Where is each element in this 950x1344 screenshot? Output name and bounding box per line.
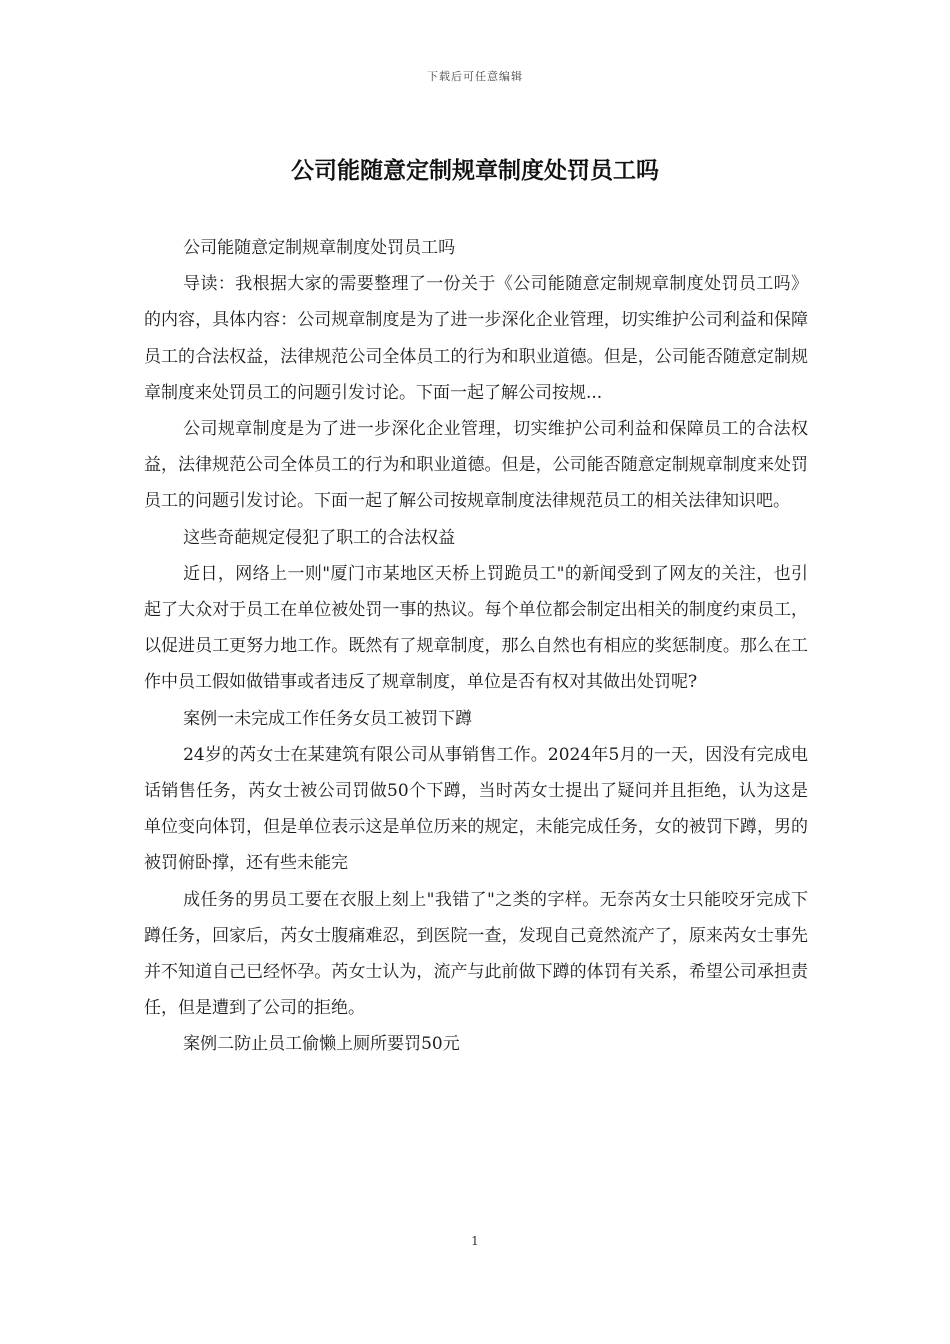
paragraph-intro: 导读：我根据大家的需要整理了一份关于《公司能随意定制规章制度处罚员工吗》的内容，具体内容：公司规章制度是为了进一步深化企业管理，切实维护公司利益和保障员工的合法权益，法律规范公司全体员工的行为和职业道德。但是，公司能否随意定制规章制度来处罚员工的问题引发讨论。下面一起了解公司按规... <box>144 274 808 403</box>
paragraph-subtitle: 公司能随意定制规章制度处罚员工吗 <box>183 238 456 258</box>
paragraph-case-1-continued: 成任务的男员工要在衣服上刻上"我错了"之类的字样。无奈芮女士只能咬牙完成下蹲任务，回家后，芮女士腹痛难忍，到医院一查，发现自己竟然流产了，原来芮女士事先并不知道自己已经怀孕。芮女士认为，流产与此前做下蹲的体罚有关系，希望公司承担责任，但是遭到了公司的拒绝。 <box>144 889 808 1019</box>
section-heading: 这些奇葩规定侵犯了职工的合法权益 <box>183 527 456 548</box>
paragraph-background: 公司规章制度是为了进一步深化企业管理，切实维护公司利益和保障员工的合法权益，法律规范公司全体员工的行为和职业道德。但是，公司能否随意定制规章制度来处罚员工的问题引发讨论。下面一起了解公司按规章制度法律规范员工的相关法律知识吧。 <box>144 419 808 512</box>
page-number: 1 <box>471 1234 479 1248</box>
document-title: 公司能随意定制规章制度处罚员工吗 <box>291 158 659 184</box>
case-heading-2: 案例二防止员工偷懒上厕所要罚50元 <box>183 1034 460 1055</box>
case-heading-1: 案例一未完成工作任务女员工被罚下蹲 <box>183 708 473 729</box>
document-body <box>144 230 808 1063</box>
header-note: 下载后可任意编辑 <box>427 70 523 83</box>
paragraph-news: 近日，网络上一则"厦门市某地区天桥上罚跪员工"的新闻受到了网友的关注，也引起了大众对于员工在单位被处罚一事的热议。每个单位都会制定出相关的制度约束员工，以促进员工更努力地工作。既然有了规章制度，那么自然也有相应的奖惩制度。那么在工作中员工假如做错事或者违反了规章制度，单位是否有权对其做出处罚呢? <box>144 563 808 693</box>
paragraph-case-1: 24岁的芮女士在某建筑有限公司从事销售工作。2024年5月的一天，因没有完成电话销售任务，芮女士被公司罚做50个下蹲，当时芮女士提出了疑问并且拒绝，认为这是单位变向体罚，但是单位表示这是单位历来的规定，未能完成任务，女的被罚下蹲，男的被罚俯卧撑，还有些未能完 <box>144 744 808 874</box>
